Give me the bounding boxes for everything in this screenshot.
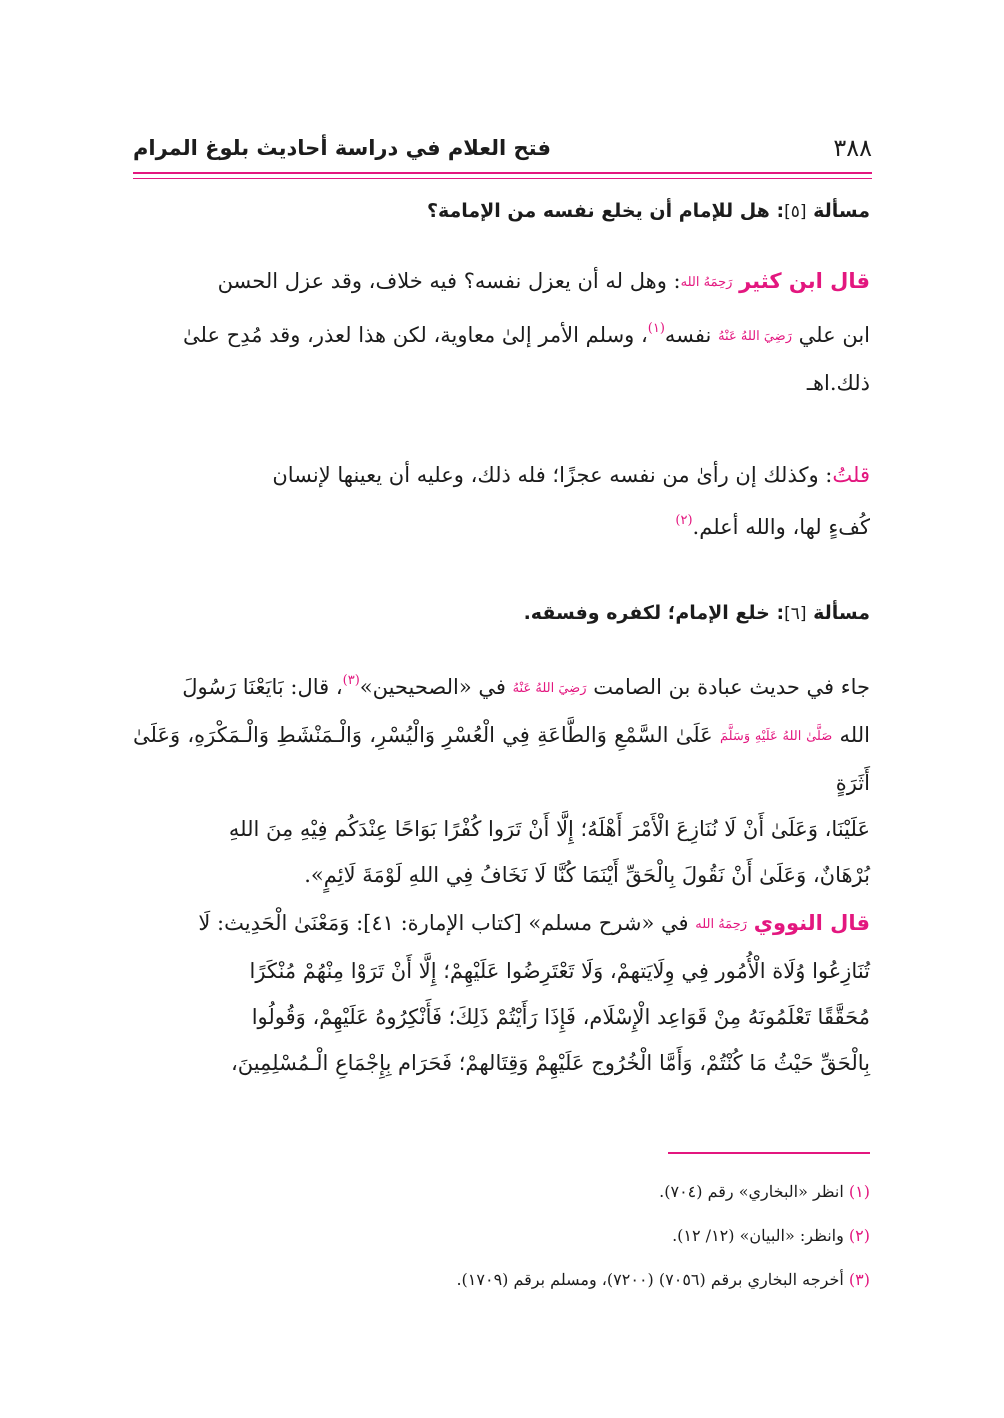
text-line — [133, 306, 870, 360]
issue-colon: : — [769, 200, 785, 222]
text-line — [133, 948, 870, 994]
text-line — [133, 1040, 870, 1086]
text-line-content: ابن علي — [798, 323, 870, 347]
paragraph-nawawi — [133, 900, 870, 1086]
text-line — [133, 360, 870, 406]
honorific-radiallahu: رَضِيَ اللهُ عَنْهُ — [718, 329, 792, 344]
text-line-content: : وهل له أن يعزل نفسه؟ فيه خلاف، وقد عزل الحسن — [217, 269, 681, 293]
honorific-salla: صَلَّىٰ اللهُ عَلَيْهِ وَسَلَّمَ — [719, 729, 833, 744]
paragraph-author-note — [133, 452, 870, 550]
text-line-content: مُحَقَّقًا تَعْلَمُونَهُ مِنْ قَوَاعِد الْإِسْلَام، فَإِذَا رَأَيْتُمْ ذَلِكَ؛ فَأَنْكِرُوهُ عَلَيْهِمْ، وَقُولُوا — [251, 1005, 870, 1029]
footnote-number: (٢) — [848, 1226, 870, 1245]
text-line-content: في «شرح مسلم» [كتاب الإمارة: ٤١]: وَمَعْنَىٰ الْحَدِيث: لَا — [198, 911, 696, 935]
issue-label: مسألة — [813, 200, 870, 222]
text-line-content: نفسه — [664, 323, 719, 347]
text-line-content: عَلَيْنَا، وَعَلَىٰ أَنْ لَا نُنَازِعَ الْأَمْرَ أَهْلَهُ؛ إِلَّا أَنْ تَرَوا كُفْرًا بَوَاحًا عِنْدَكُم فِيْهِ مِنَ اللهِ — [228, 817, 870, 841]
text-line — [133, 806, 870, 852]
footnote-1 — [133, 1180, 870, 1204]
text-line-content: : وكذلك إن رأىٰ من نفسه عجزًا؛ فله ذلك، وعليه أن يعينها لإنسان — [272, 463, 833, 487]
page-number: ٣٨٨ — [833, 134, 872, 162]
issue-number: [٥] — [784, 202, 807, 222]
text-line-content: بِالْحَقِّ حَيْثُ مَا كُنْتُمْ، وَأَمَّا الْخُرُوج عَلَيْهِمْ وَقِتَالهمْ؛ فَحَرَام بِإِجْمَاعِ الْـمُسْلِمِينَ، — [230, 1051, 870, 1075]
speaker-ibn-kathir: قال ابن كثير — [739, 269, 870, 293]
footnote-3 — [133, 1268, 870, 1292]
footnote-number: (٣) — [848, 1270, 870, 1289]
footnote-ref-2[interactable]: (٢) — [675, 513, 693, 528]
issue-5-heading — [133, 196, 870, 227]
issue-title: خلع الإمام؛ لكفره وفسقه. — [523, 602, 770, 624]
text-line — [133, 498, 870, 550]
text-line — [133, 852, 870, 898]
footnote-separator — [668, 1152, 870, 1154]
footnote-ref-3[interactable]: (٣) — [342, 673, 360, 688]
text-line-content: الله — [839, 723, 870, 747]
paragraph-ibn-kathir — [133, 258, 870, 406]
text-line — [133, 900, 870, 948]
text-line-content: ، وسلم الأمر إلىٰ معاوية، لكن هذا لعذر، وقد مُدِح علىٰ — [183, 323, 648, 347]
text-line-content: جاء في حديث عبادة بن الصامت — [593, 675, 870, 699]
text-line-content: بُرْهَانٌ، وَعَلَىٰ أَنْ نَقُولَ بِالْحَقِّ أَيْنَمَا كُنَّا لَا نَخَافُ فِي اللهِ لَوْمَةَ لَائِمٍ». — [304, 863, 870, 887]
footnote-number: (١) — [848, 1182, 870, 1201]
text-line — [133, 452, 870, 498]
text-line — [133, 258, 870, 306]
issue-title: هل للإمام أن يخلع نفسه من الإمامة؟ — [426, 200, 770, 222]
footnote-text: انظر «البخاري» رقم (٧٠٤). — [659, 1182, 849, 1201]
text-line — [133, 712, 870, 806]
header-rule-thin — [133, 178, 872, 179]
issue-number: [٦] — [784, 604, 807, 624]
text-line-content: عَلَىٰ السَّمْعِ وَالطَّاعَةِ فِي الْعُسْرِ وَالْيُسْرِ، وَالْـمَنْشَطِ وَالْـمَكْرَهِ، وَعَلَىٰ أَثَرَةٍ — [133, 723, 870, 795]
text-line-content: كُفءٍ لها، والله أعلم. — [692, 515, 870, 539]
text-line-content: تُنَازِعُوا وُلَاة الْأُمُور فِي وِلَايَتهمْ، وَلَا تَعْتَرِضُوا عَلَيْهِمْ؛ إِلَّا أَنْ تَرَوْا مِنْهُمْ مُنْكَرًا — [249, 959, 870, 983]
text-line-content: في «الصحيحين» — [359, 675, 513, 699]
footnote-ref-1[interactable]: (١) — [647, 321, 665, 336]
header-rule-thick — [133, 172, 872, 174]
text-line-content: ، قال: بَايَعْنَا رَسُولَ — [182, 675, 343, 699]
running-header — [133, 128, 872, 168]
paragraph-hadith — [133, 658, 870, 898]
text-line — [133, 658, 870, 712]
issue-label: مسألة — [813, 602, 870, 624]
issue-6-heading — [133, 598, 870, 629]
footnote-text: أخرجه البخاري برقم (٧٠٥٦) (٧٢٠٠)، ومسلم برقم (١٧٠٩). — [456, 1270, 849, 1289]
text-line-content: ذلك.اهـ — [806, 371, 870, 395]
honorific-rahimahullah: رَحِمَهُ الله — [680, 275, 733, 290]
book-title: فتح العلام في دراسة أحاديث بلوغ المرام — [133, 136, 551, 160]
author-lead: قلتُ — [832, 463, 870, 487]
text-line — [133, 994, 870, 1040]
honorific-radiallahu: رَضِيَ اللهُ عَنْهُ — [512, 681, 587, 696]
honorific-rahimahullah: رَحِمَهُ الله — [695, 917, 748, 932]
footnote-text: وانظر: «البيان» (١٢/ ١٢). — [672, 1226, 849, 1245]
footnote-2 — [133, 1224, 870, 1248]
speaker-nawawi: قال النووي — [753, 911, 870, 935]
issue-colon: : — [769, 602, 785, 624]
